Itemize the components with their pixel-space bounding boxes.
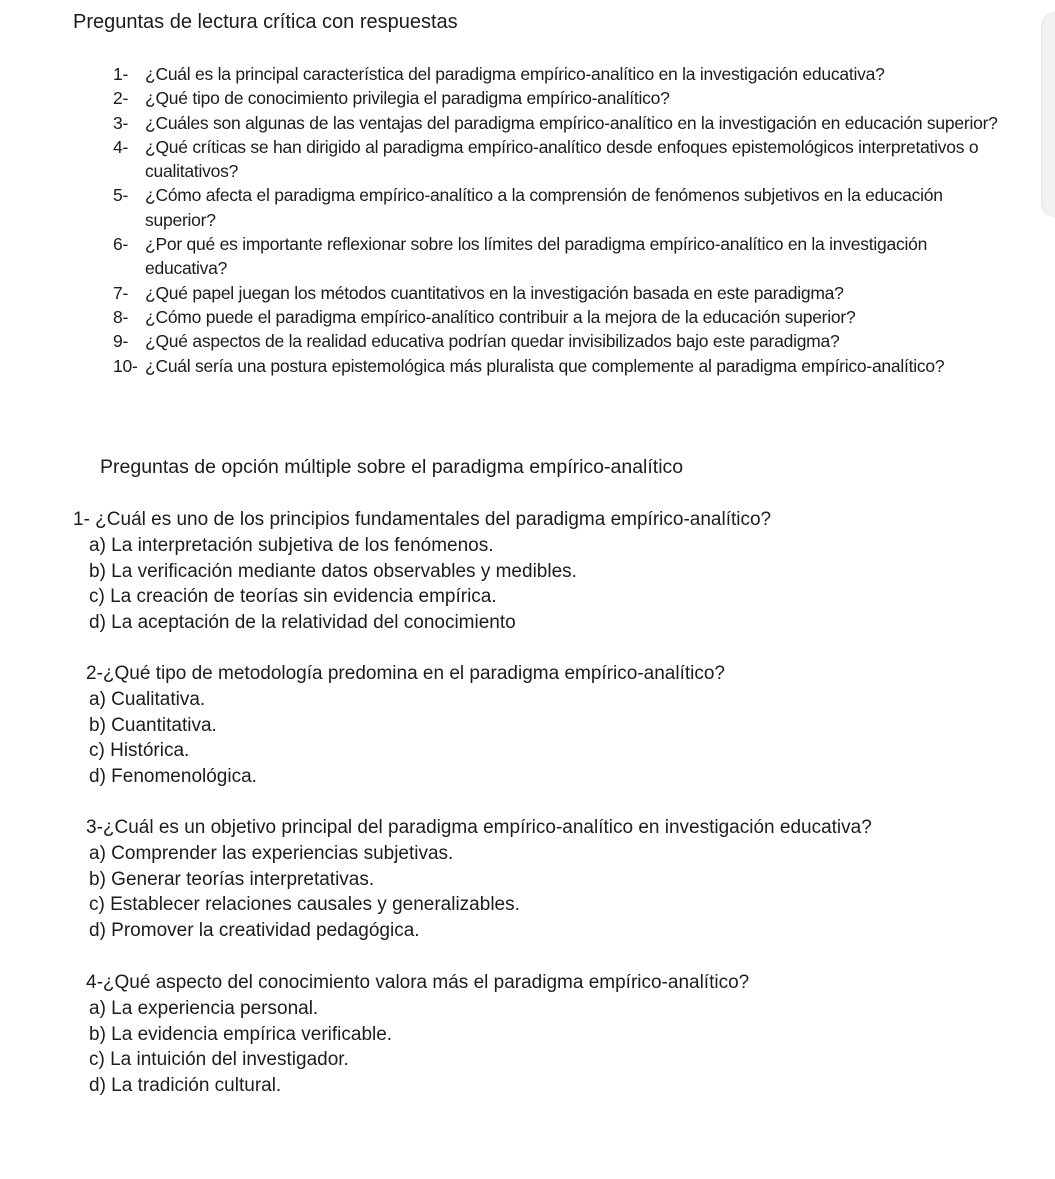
answer-option: a) Comprender las experiencias subjetivas. [89, 842, 454, 864]
answer-option: b) Cuantitativa. [89, 714, 217, 736]
reading-question-item [113, 232, 1013, 281]
reading-question-text: ¿Qué tipo de conocimiento privilegia el paradigma empírico-analítico? [145, 88, 670, 109]
answer-option: b) Generar teorías interpretativas. [89, 868, 375, 890]
reading-question-number: 5- [113, 185, 129, 206]
reading-question-item [113, 305, 1013, 329]
answer-option: a) La interpretación subjetiva de los fenómenos. [89, 534, 494, 556]
reading-question-text: ¿Qué críticas se han dirigido al paradigma empírico-analítico desde enfoques epistemológicos interpretativos o cualitativos? [145, 136, 979, 182]
reading-question-number: 10- [113, 355, 138, 376]
reading-question-item [113, 86, 1013, 110]
question-text: 2-¿Qué tipo de metodología predomina en el paradigma empírico-analítico? [86, 663, 725, 684]
answer-option: c) Histórica. [89, 740, 190, 762]
reading-question-number: 1- [113, 64, 129, 84]
reading-question-text: ¿Qué papel juegan los métodos cuantitativos en la investigación basada en este paradigma? [145, 282, 844, 303]
reading-question-item [113, 329, 1013, 353]
reading-question-item [113, 62, 1013, 86]
question-text: 1- ¿Cuál es uno de los principios fundamentales del paradigma empírico-analítico? [73, 509, 772, 530]
reading-question-text: ¿Por qué es importante reflexionar sobre los límites del paradigma empírico-analítico en la investigación educativa? [145, 234, 928, 279]
reading-question-text: ¿Cómo puede el paradigma empírico-analítico contribuir a la mejora de la educación superior? [145, 306, 856, 327]
reading-question-text: ¿Cuál es la principal característica del paradigma empírico-analítico en la investigación educativa? [145, 64, 885, 84]
answer-option: c) Establecer relaciones causales y generalizables. [89, 894, 520, 916]
multiple-choice-question-2 [86, 661, 725, 790]
reading-question-item [113, 111, 1013, 135]
answer-option: b) La verificación mediante datos observables y medibles. [89, 560, 577, 582]
reading-question-number: 9- [113, 331, 129, 352]
answer-option: c) La intuición del investigador. [89, 1049, 349, 1071]
document-title: Preguntas de lectura crítica con respuestas [73, 11, 458, 33]
reading-question-number: 2- [113, 88, 129, 109]
multiple-choice-question-4 [86, 970, 749, 1099]
answer-option: a) La experiencia personal. [89, 997, 319, 1019]
answer-option: d) La tradición cultural. [89, 1075, 282, 1097]
reading-question-item [113, 183, 1013, 232]
reading-question-number: 7- [113, 282, 129, 303]
reading-question-text: ¿Cómo afecta el paradigma empírico-analítico a la comprensión de fenómenos subjetivos en la educación superior? [145, 185, 943, 230]
reading-question-text: ¿Cuáles son algunas de las ventajas del paradigma empírico-analítico en la investigación en educación superior? [145, 112, 998, 133]
answer-option: d) Fenomenológica. [89, 766, 257, 788]
question-text: 3-¿Cuál es un objetivo principal del paradigma empírico-analítico en investigación educativa? [86, 817, 872, 838]
scroll-edge-handle[interactable] [1041, 12, 1055, 217]
multiple-choice-heading: Preguntas de opción múltiple sobre el paradigma empírico-analítico [100, 456, 684, 478]
reading-questions-list [113, 62, 1013, 378]
question-text: 4-¿Qué aspecto del conocimiento valora más el paradigma empírico-analítico? [86, 972, 750, 993]
reading-question-text: ¿Qué aspectos de la realidad educativa podrían quedar invisibilizados bajo este paradigma? [145, 331, 840, 352]
answer-option: d) Promover la creatividad pedagógica. [89, 920, 420, 942]
reading-question-text: ¿Cuál sería una postura epistemológica más pluralista que complemente al paradigma empírico-analítico? [145, 355, 945, 376]
reading-question-item [113, 135, 1013, 184]
answer-option: a) Cualitativa. [89, 688, 206, 710]
reading-question-number: 3- [113, 112, 129, 133]
answer-option: d) La aceptación de la relatividad del conocimiento [89, 612, 516, 634]
reading-question-item [113, 354, 1013, 378]
multiple-choice-question-1 [73, 507, 771, 636]
reading-question-number: 6- [113, 234, 129, 255]
reading-question-number: 8- [113, 306, 129, 327]
answer-option: b) La evidencia empírica verificable. [89, 1023, 393, 1045]
reading-question-item [113, 281, 1013, 305]
multiple-choice-question-3 [86, 815, 872, 944]
answer-option: c) La creación de teorías sin evidencia empírica. [89, 586, 497, 608]
reading-question-number: 4- [113, 136, 129, 157]
